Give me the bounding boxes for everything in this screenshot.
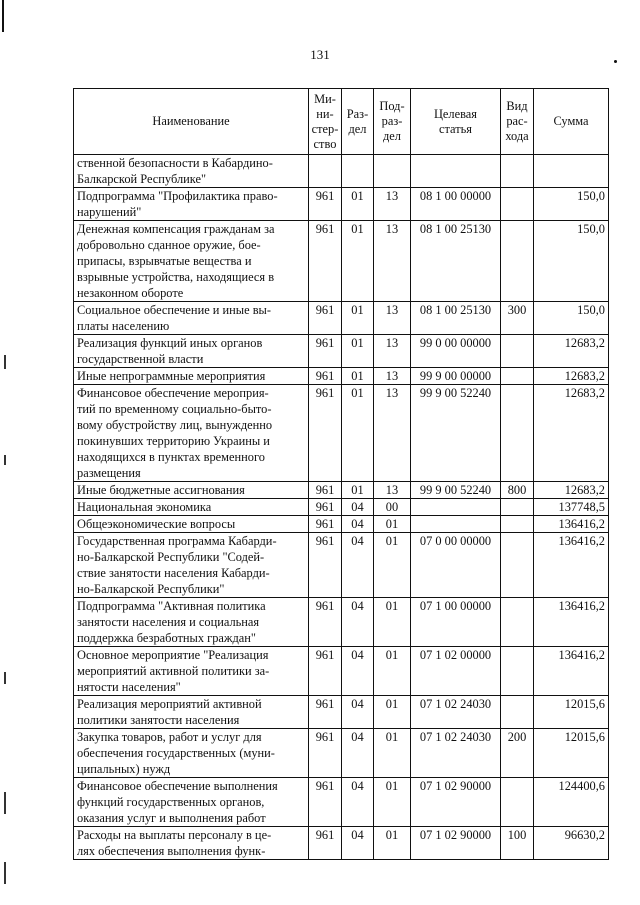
cell-ministry: 961 — [309, 188, 342, 221]
cell-name — [74, 221, 309, 302]
cell-section: 04 — [342, 533, 374, 598]
cell-sum: 137748,5 — [534, 499, 609, 516]
cell-name-line: припасы, взрывчатые вещества и — [77, 254, 252, 268]
cell-name-line: обеспечения государственных (муни- — [77, 746, 275, 760]
cell-target-article: 07 0 00 00000 — [411, 533, 501, 598]
cell-subsection: 01 — [374, 729, 411, 778]
cell-name-line: нарушений" — [77, 205, 142, 219]
cell-target-article: 08 1 00 00000 — [411, 188, 501, 221]
cell-target-article: 99 9 00 00000 — [411, 368, 501, 385]
table-body — [74, 155, 609, 860]
cell-name-line: Расходы на выплаты персоналу в це- — [77, 828, 272, 842]
cell-name-line: тий по временному социально-быто- — [77, 402, 272, 416]
cell-expense-type — [501, 533, 534, 598]
cell-ministry — [309, 155, 342, 188]
cell-subsection — [374, 155, 411, 188]
cell-name — [74, 827, 309, 860]
cell-subsection: 13 — [374, 302, 411, 335]
cell-name-line: Финансовое обеспечение выполнения — [77, 779, 278, 793]
cell-sum: 12015,6 — [534, 729, 609, 778]
cell-section: 01 — [342, 221, 374, 302]
cell-name-line: Финансовое обеспечение мероприя- — [77, 386, 269, 400]
cell-name-line: ствие занятости населения Кабарди- — [77, 566, 270, 580]
cell-name-line: мероприятий активной политики за- — [77, 664, 270, 678]
cell-expense-type — [501, 221, 534, 302]
cell-target-article: 07 1 02 90000 — [411, 778, 501, 827]
cell-subsection: 01 — [374, 778, 411, 827]
cell-subsection: 13 — [374, 335, 411, 368]
cell-name-line: незаконном обороте — [77, 286, 184, 300]
cell-section: 01 — [342, 482, 374, 499]
cell-name — [74, 155, 309, 188]
cell-name-line: политики занятости населения — [77, 713, 240, 727]
cell-name-line: государственной власти — [77, 352, 204, 366]
cell-name-line: вому обустройству лиц, вынужденно — [77, 418, 273, 432]
cell-section: 04 — [342, 647, 374, 696]
cell-ministry: 961 — [309, 499, 342, 516]
cell-ministry: 961 — [309, 385, 342, 482]
cell-section — [342, 155, 374, 188]
header-subsection: Под- раз- дел — [374, 89, 411, 155]
header-name: Наименование — [74, 89, 309, 155]
cell-name-line: занятости населения и социальная — [77, 615, 260, 629]
table-row — [74, 482, 609, 499]
table-row — [74, 335, 609, 368]
cell-ministry: 961 — [309, 302, 342, 335]
cell-section: 01 — [342, 302, 374, 335]
cell-name-line: взрывные устройства, находящиеся в — [77, 270, 275, 284]
table-row — [74, 155, 609, 188]
cell-target-article: 07 1 02 90000 — [411, 827, 501, 860]
cell-target-article: 07 1 02 24030 — [411, 729, 501, 778]
cell-target-article — [411, 499, 501, 516]
scan-edge-mark — [4, 862, 6, 884]
cell-name-line: Закупка товаров, работ и услуг для — [77, 730, 262, 744]
header-target-article: Целевая статья — [411, 89, 501, 155]
cell-name-line: поддержка безработных граждан" — [77, 631, 256, 645]
cell-name-line: лях обеспечения выполнения функ- — [77, 844, 266, 858]
cell-expense-type: 100 — [501, 827, 534, 860]
cell-sum: 12683,2 — [534, 335, 609, 368]
cell-expense-type — [501, 696, 534, 729]
cell-name — [74, 302, 309, 335]
budget-table — [73, 88, 609, 860]
cell-name-line: Государственная программа Кабарди- — [77, 534, 277, 548]
cell-section: 04 — [342, 516, 374, 533]
cell-name — [74, 598, 309, 647]
cell-name-line: функций государственных органов, — [77, 795, 265, 809]
cell-name — [74, 647, 309, 696]
cell-sum: 12015,6 — [534, 696, 609, 729]
header-section: Раз- дел — [342, 89, 374, 155]
cell-ministry: 961 — [309, 598, 342, 647]
cell-sum: 12683,2 — [534, 385, 609, 482]
cell-name-line: Реализация функций иных органов — [77, 336, 263, 350]
cell-sum: 136416,2 — [534, 533, 609, 598]
cell-name — [74, 482, 309, 499]
cell-sum: 124400,6 — [534, 778, 609, 827]
cell-ministry: 961 — [309, 368, 342, 385]
table-row — [74, 778, 609, 827]
cell-ministry: 961 — [309, 729, 342, 778]
table-row — [74, 533, 609, 598]
cell-name — [74, 188, 309, 221]
cell-sum: 12683,2 — [534, 368, 609, 385]
cell-subsection: 13 — [374, 188, 411, 221]
cell-name-line: оказания услуг и выполнения работ — [77, 811, 266, 825]
cell-subsection: 01 — [374, 827, 411, 860]
cell-sum: 136416,2 — [534, 516, 609, 533]
table-row — [74, 598, 609, 647]
cell-name — [74, 516, 309, 533]
cell-ministry: 961 — [309, 335, 342, 368]
cell-name — [74, 335, 309, 368]
cell-name-line: но-Балкарской Республики "Содей- — [77, 550, 265, 564]
cell-name-line: Балкарской Республике" — [77, 172, 207, 186]
cell-name-line: Иные бюджетные ассигнования — [77, 483, 245, 497]
cell-target-article: 08 1 00 25130 — [411, 221, 501, 302]
cell-expense-type: 800 — [501, 482, 534, 499]
cell-subsection: 00 — [374, 499, 411, 516]
cell-name-line: Социальное обеспечение и иные вы- — [77, 303, 272, 317]
cell-target-article — [411, 516, 501, 533]
cell-expense-type: 300 — [501, 302, 534, 335]
cell-expense-type — [501, 335, 534, 368]
cell-target-article — [411, 155, 501, 188]
table-row — [74, 221, 609, 302]
cell-sum: 150,0 — [534, 221, 609, 302]
scan-edge-mark — [4, 792, 6, 814]
cell-name-line: добровольно сданное оружие, бое- — [77, 238, 261, 252]
cell-expense-type — [501, 598, 534, 647]
cell-expense-type: 200 — [501, 729, 534, 778]
table-row — [74, 696, 609, 729]
cell-ministry: 961 — [309, 482, 342, 499]
cell-subsection: 01 — [374, 533, 411, 598]
cell-target-article: 07 1 02 24030 — [411, 696, 501, 729]
cell-section: 04 — [342, 729, 374, 778]
cell-name — [74, 368, 309, 385]
cell-expense-type — [501, 778, 534, 827]
cell-name-line: нятости населения" — [77, 680, 181, 694]
cell-ministry: 961 — [309, 221, 342, 302]
cell-ministry: 961 — [309, 533, 342, 598]
cell-name-line: размещения — [77, 466, 141, 480]
cell-name — [74, 499, 309, 516]
cell-section: 04 — [342, 827, 374, 860]
cell-ministry: 961 — [309, 696, 342, 729]
cell-target-article: 99 9 00 52240 — [411, 385, 501, 482]
cell-sum — [534, 155, 609, 188]
cell-name-line: Общеэкономические вопросы — [77, 517, 236, 531]
cell-name-line: Реализация мероприятий активной — [77, 697, 262, 711]
cell-section: 01 — [342, 385, 374, 482]
cell-name-line: Подпрограмма "Активная политика — [77, 599, 266, 613]
cell-subsection: 13 — [374, 385, 411, 482]
cell-expense-type — [501, 385, 534, 482]
cell-expense-type — [501, 647, 534, 696]
cell-subsection: 01 — [374, 696, 411, 729]
cell-sum: 136416,2 — [534, 598, 609, 647]
cell-sum: 96630,2 — [534, 827, 609, 860]
cell-name-line: Иные непрограммные мероприятия — [77, 369, 266, 383]
cell-section: 04 — [342, 696, 374, 729]
header-sum: Сумма — [534, 89, 609, 155]
cell-name-line: платы населению — [77, 319, 170, 333]
cell-ministry: 961 — [309, 647, 342, 696]
header-expense-type: Вид рас- хода — [501, 89, 534, 155]
cell-name-line: покинувших территорию Украины и — [77, 434, 270, 448]
cell-name — [74, 696, 309, 729]
cell-subsection: 01 — [374, 598, 411, 647]
cell-section: 01 — [342, 335, 374, 368]
cell-ministry: 961 — [309, 778, 342, 827]
cell-name-line: ципальных) нужд — [77, 762, 171, 776]
cell-sum: 150,0 — [534, 302, 609, 335]
cell-subsection: 13 — [374, 482, 411, 499]
page-number: 131 — [310, 47, 330, 62]
table-row — [74, 827, 609, 860]
table-row — [74, 368, 609, 385]
cell-subsection: 01 — [374, 516, 411, 533]
cell-name — [74, 533, 309, 598]
cell-ministry: 961 — [309, 827, 342, 860]
cell-target-article: 07 1 00 00000 — [411, 598, 501, 647]
header-ministry: Ми- ни- стер- ство — [309, 89, 342, 155]
cell-name — [74, 778, 309, 827]
table-row — [74, 647, 609, 696]
cell-expense-type — [501, 368, 534, 385]
cell-subsection: 01 — [374, 647, 411, 696]
cell-expense-type — [501, 516, 534, 533]
cell-section: 04 — [342, 778, 374, 827]
cell-target-article: 99 0 00 00000 — [411, 335, 501, 368]
scan-edge-mark — [4, 672, 6, 684]
cell-target-article: 08 1 00 25130 — [411, 302, 501, 335]
cell-section: 01 — [342, 188, 374, 221]
cell-expense-type — [501, 499, 534, 516]
cell-section: 01 — [342, 368, 374, 385]
cell-sum: 136416,2 — [534, 647, 609, 696]
cell-name — [74, 385, 309, 482]
cell-subsection: 13 — [374, 368, 411, 385]
cell-sum: 150,0 — [534, 188, 609, 221]
cell-name-line: Денежная компенсация гражданам за — [77, 222, 275, 236]
table-row — [74, 516, 609, 533]
table-row — [74, 188, 609, 221]
cell-expense-type — [501, 188, 534, 221]
cell-sum: 12683,2 — [534, 482, 609, 499]
cell-expense-type — [501, 155, 534, 188]
cell-target-article: 99 9 00 52240 — [411, 482, 501, 499]
cell-name-line: ственной безопасности в Кабардино- — [77, 156, 273, 170]
cell-ministry: 961 — [309, 516, 342, 533]
table-row — [74, 302, 609, 335]
scan-edge-mark — [4, 355, 6, 369]
cell-section: 04 — [342, 598, 374, 647]
cell-name-line: Национальная экономика — [77, 500, 212, 514]
table-row — [74, 385, 609, 482]
table-row — [74, 499, 609, 516]
cell-target-article: 07 1 02 00000 — [411, 647, 501, 696]
cell-subsection: 13 — [374, 221, 411, 302]
cell-name-line: находящихся в пунктах временного — [77, 450, 265, 464]
scan-edge-mark — [2, 0, 4, 32]
cell-section: 04 — [342, 499, 374, 516]
table-header-row — [74, 89, 609, 155]
cell-name-line: но-Балкарской Республики" — [77, 582, 225, 596]
table-row — [74, 729, 609, 778]
cell-name-line: Основное мероприятие "Реализация — [77, 648, 269, 662]
cell-name — [74, 729, 309, 778]
scan-edge-mark — [4, 455, 6, 465]
cell-name-line: Подпрограмма "Профилактика право- — [77, 189, 278, 203]
